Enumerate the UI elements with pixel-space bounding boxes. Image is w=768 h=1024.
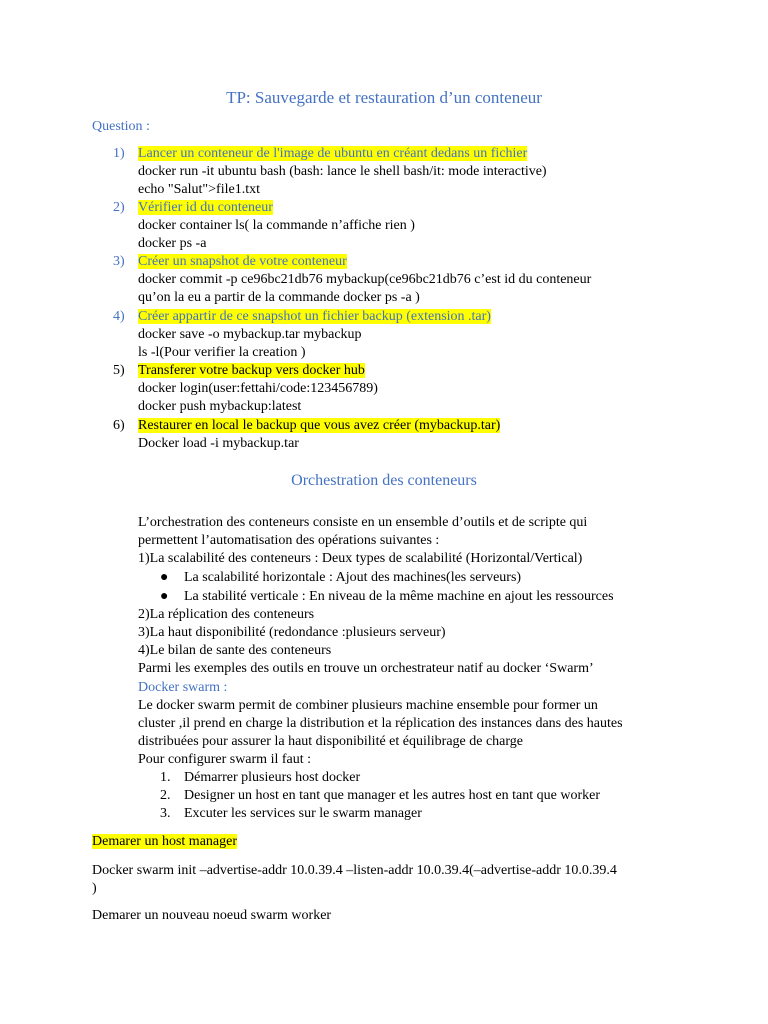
paragraph-line: permettent l’automatisation des opérations suivantes : bbox=[138, 533, 440, 548]
command-line: docker run -it ubuntu bash (bash: lance le shell bash/it: mode interactive) bbox=[138, 164, 547, 179]
question-label-highlighted: Restaurer en local le backup que vous avez créer (mybackup.tar) bbox=[138, 418, 501, 433]
step-number: 1. bbox=[160, 770, 171, 785]
paragraph-line: Le docker swarm permit de combiner plusieurs machine ensemble pour former un bbox=[138, 698, 598, 713]
question-number: 4) bbox=[113, 309, 125, 324]
command-line: docker container ls( la commande n’affiche rien ) bbox=[138, 218, 415, 233]
command-line: echo "Salut">file1.txt bbox=[138, 182, 260, 197]
bullet-icon: ● bbox=[160, 589, 169, 604]
command-line: ) bbox=[92, 881, 97, 896]
command-line: Docker load -i mybackup.tar bbox=[138, 436, 299, 451]
question-label-highlighted: Vérifier id du conteneur bbox=[138, 200, 273, 215]
step-number: 3. bbox=[160, 806, 171, 821]
step-number: 2. bbox=[160, 788, 171, 803]
list-item: 4)Le bilan de sante des conteneurs bbox=[138, 643, 332, 658]
command-line: docker login(user:fettahi/code:123456789) bbox=[138, 381, 378, 396]
list-item: 1)La scalabilité des conteneurs : Deux types de scalabilité (Horizontal/Vertical) bbox=[138, 551, 583, 566]
question-label: Question : bbox=[92, 119, 150, 134]
question-number: 1) bbox=[113, 146, 125, 161]
question-label-highlighted: Créer appartir de ce snapshot un fichier backup (extension .tar) bbox=[138, 309, 491, 324]
paragraph-line: Pour configurer swarm il faut : bbox=[138, 752, 312, 767]
command-line: Docker swarm init –advertise-addr 10.0.39.4 –listen-addr 10.0.39.4(–advertise-addr 10.0.39.4 bbox=[92, 863, 617, 878]
question-number: 3) bbox=[113, 254, 125, 269]
bullet-item: La scalabilité horizontale : Ajout des machines(les serveurs) bbox=[184, 570, 522, 585]
command-line: qu’on la eu a partir de la commande docker ps -a ) bbox=[138, 290, 420, 305]
question-label-highlighted: Lancer un conteneur de l'image de ubuntu en créant dedans un fichier bbox=[138, 146, 528, 161]
question-number: 2) bbox=[113, 200, 125, 215]
bullet-icon: ● bbox=[160, 570, 169, 585]
list-item: 2)La réplication des conteneurs bbox=[138, 607, 315, 622]
command-line: docker ps -a bbox=[138, 236, 207, 251]
question-number: 5) bbox=[113, 363, 125, 378]
question-number: 6) bbox=[113, 418, 125, 433]
command-line: docker push mybackup:latest bbox=[138, 399, 302, 414]
question-label-highlighted: Créer un snapshot de votre conteneur bbox=[138, 254, 347, 269]
paragraph-line: L’orchestration des conteneurs consiste en un ensemble d’outils et de scripte qui bbox=[138, 515, 588, 530]
command-line: docker commit -p ce96bc21db76 mybackup(ce96bc21db76 c’est id du conteneur bbox=[138, 272, 592, 287]
paragraph-line: cluster ,il prend en charge la distribution et la réplication des instances dans des hautes bbox=[138, 716, 623, 731]
list-item: 3)La haut disponibilité (redondance :plusieurs serveur) bbox=[138, 625, 446, 640]
paragraph-line: Parmi les exemples des outils en trouve un orchestrateur natif au docker ‘Swarm’ bbox=[138, 661, 594, 676]
subsection-label: Docker swarm : bbox=[138, 680, 228, 695]
manager-heading-highlighted: Demarer un host manager bbox=[92, 834, 237, 849]
worker-heading: Demarer un nouveau noeud swarm worker bbox=[92, 908, 332, 923]
step-text: Designer un host en tant que manager et les autres host en tant que worker bbox=[184, 788, 600, 803]
question-label-highlighted: Transferer votre backup vers docker hub bbox=[138, 363, 365, 378]
bullet-item: La stabilité verticale : En niveau de la même machine en ajout les ressources bbox=[184, 589, 614, 604]
paragraph-line: distribuées pour assurer la haut disponibilité et équilibrage de charge bbox=[138, 734, 524, 749]
command-line: docker save -o mybackup.tar mybackup bbox=[138, 327, 362, 342]
page-title: TP: Sauvegarde et restauration d’un conteneur bbox=[226, 88, 542, 107]
section-title: Orchestration des conteneurs bbox=[291, 472, 477, 489]
step-text: Excuter les services sur le swarm manager bbox=[184, 806, 422, 821]
command-line: ls -l(Pour verifier la creation ) bbox=[138, 345, 306, 360]
step-text: Démarrer plusieurs host docker bbox=[184, 770, 361, 785]
